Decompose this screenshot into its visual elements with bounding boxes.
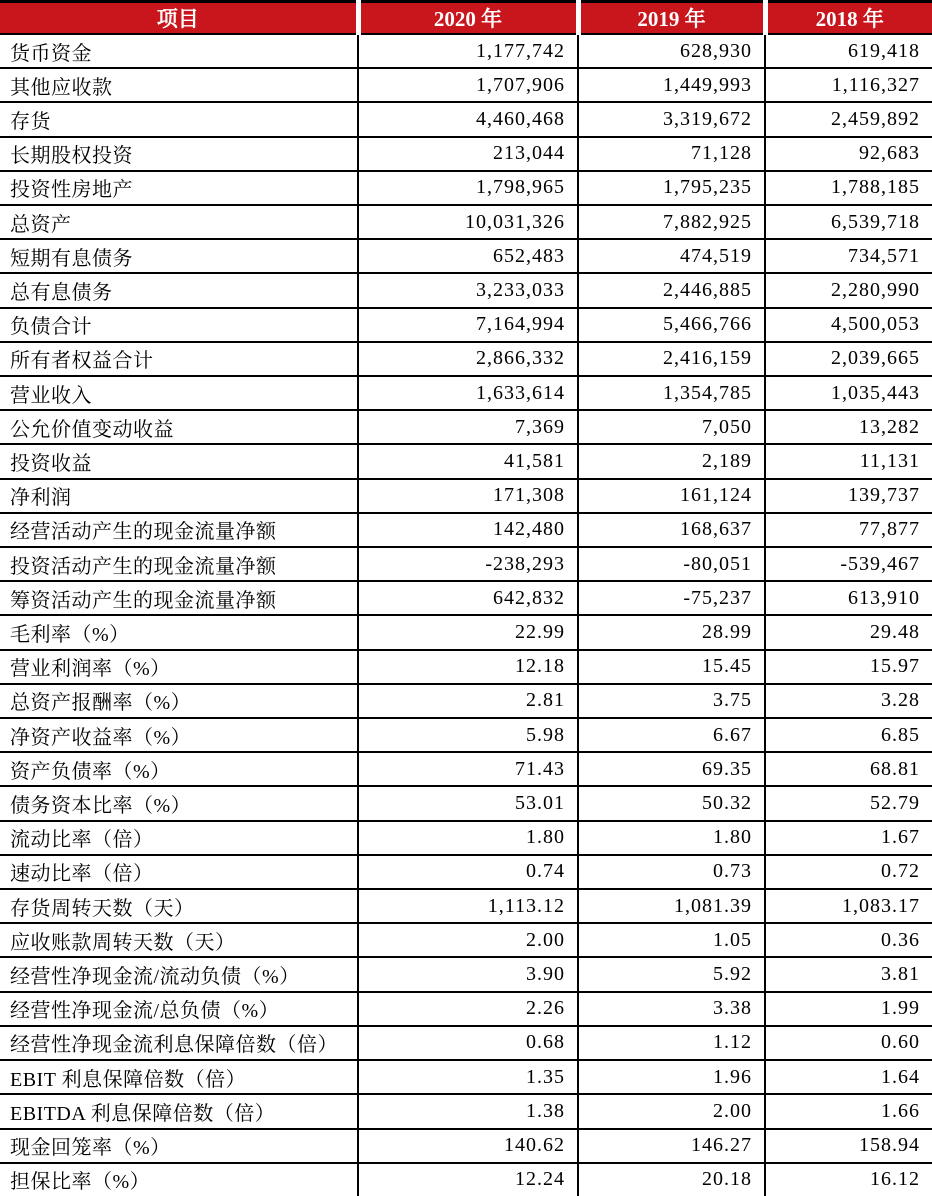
row-label: 经营性净现金流利息保障倍数（倍） (0, 1026, 358, 1060)
table-row (0, 308, 932, 342)
value-2020: 642,832 (358, 581, 578, 615)
row-label: EBITDA 利息保障倍数（倍） (0, 1094, 358, 1128)
table-row (0, 581, 932, 615)
table-row (0, 239, 932, 273)
table-row (0, 1163, 932, 1196)
value-2018: -539,467 (765, 547, 932, 581)
table-row (0, 821, 932, 855)
row-label: 所有者权益合计 (0, 342, 358, 376)
table-row (0, 992, 932, 1026)
value-2019: 2.00 (578, 1094, 765, 1128)
table-row (0, 342, 932, 376)
value-2020: 1,633,614 (358, 376, 578, 410)
row-label: 总有息债务 (0, 273, 358, 307)
value-2020: -238,293 (358, 547, 578, 581)
row-label: 速动比率（倍） (0, 855, 358, 889)
value-2019: 1,081.39 (578, 889, 765, 923)
value-2019: 20.18 (578, 1163, 765, 1196)
value-2020: 10,031,326 (358, 205, 578, 239)
value-2020: 3,233,033 (358, 273, 578, 307)
row-label: 净利润 (0, 479, 358, 513)
row-label: 投资活动产生的现金流量净额 (0, 547, 358, 581)
value-2018: 0.36 (765, 923, 932, 957)
table-row (0, 410, 932, 444)
value-2018: 11,131 (765, 444, 932, 478)
row-label: 营业收入 (0, 376, 358, 410)
value-2018: 13,282 (765, 410, 932, 444)
value-2019: -80,051 (578, 547, 765, 581)
value-2019: 3,319,672 (578, 102, 765, 136)
value-2018: 2,280,990 (765, 273, 932, 307)
row-label: 筹资活动产生的现金流量净额 (0, 581, 358, 615)
value-2018: 1.67 (765, 821, 932, 855)
value-2020: 41,581 (358, 444, 578, 478)
value-2018: 1,083.17 (765, 889, 932, 923)
row-label: 存货周转天数（天） (0, 889, 358, 923)
table-row (0, 650, 932, 684)
table-row (0, 1060, 932, 1094)
value-2018: 1.64 (765, 1060, 932, 1094)
value-2018: 68.81 (765, 752, 932, 786)
table-row (0, 513, 932, 547)
value-2020: 171,308 (358, 479, 578, 513)
value-2019: 6.67 (578, 718, 765, 752)
value-2018: 1,035,443 (765, 376, 932, 410)
value-2020: 0.68 (358, 1026, 578, 1060)
value-2018: 3.28 (765, 684, 932, 718)
table-row (0, 957, 932, 991)
header-item-column: 项目 (0, 2, 358, 35)
value-2020: 12.24 (358, 1163, 578, 1196)
value-2020: 53.01 (358, 786, 578, 820)
value-2020: 4,460,468 (358, 102, 578, 136)
value-2020: 2.00 (358, 923, 578, 957)
value-2019: 1,354,785 (578, 376, 765, 410)
row-label: 现金回笼率（%） (0, 1129, 358, 1163)
value-2019: 7,050 (578, 410, 765, 444)
value-2020: 1.38 (358, 1094, 578, 1128)
value-2018: 734,571 (765, 239, 932, 273)
row-label: 其他应收款 (0, 68, 358, 102)
row-label: 长期股权投资 (0, 137, 358, 171)
value-2019: 15.45 (578, 650, 765, 684)
value-2020: 3.90 (358, 957, 578, 991)
value-2019: 628,930 (578, 34, 765, 68)
row-label: 债务资本比率（%） (0, 786, 358, 820)
table-row (0, 1026, 932, 1060)
row-label: 毛利率（%） (0, 615, 358, 649)
table-row (0, 273, 932, 307)
value-2019: 1.05 (578, 923, 765, 957)
value-2020: 1.35 (358, 1060, 578, 1094)
table-row (0, 547, 932, 581)
row-label: 净资产收益率（%） (0, 718, 358, 752)
row-label: 公允价值变动收益 (0, 410, 358, 444)
value-2019: 1,449,993 (578, 68, 765, 102)
value-2019: 146.27 (578, 1129, 765, 1163)
value-2018: 0.60 (765, 1026, 932, 1060)
row-label: 存货 (0, 102, 358, 136)
value-2019: -75,237 (578, 581, 765, 615)
table-row (0, 34, 932, 68)
value-2019: 69.35 (578, 752, 765, 786)
table-row (0, 889, 932, 923)
value-2018: 6,539,718 (765, 205, 932, 239)
row-label: 流动比率（倍） (0, 821, 358, 855)
value-2020: 213,044 (358, 137, 578, 171)
value-2019: 1.96 (578, 1060, 765, 1094)
row-label: 负债合计 (0, 308, 358, 342)
row-label: 经营性净现金流/总负债（%） (0, 992, 358, 1026)
value-2020: 7,164,994 (358, 308, 578, 342)
value-2020: 1,113.12 (358, 889, 578, 923)
table-row (0, 137, 932, 171)
table-row (0, 855, 932, 889)
value-2018: 2,459,892 (765, 102, 932, 136)
value-2019: 28.99 (578, 615, 765, 649)
row-label: 货币资金 (0, 34, 358, 68)
value-2019: 50.32 (578, 786, 765, 820)
table-row (0, 479, 932, 513)
table-row (0, 752, 932, 786)
value-2019: 2,416,159 (578, 342, 765, 376)
value-2019: 5.92 (578, 957, 765, 991)
value-2018: 1,788,185 (765, 171, 932, 205)
row-label: 应收账款周转天数（天） (0, 923, 358, 957)
value-2020: 12.18 (358, 650, 578, 684)
value-2018: 52.79 (765, 786, 932, 820)
table-row (0, 684, 932, 718)
value-2019: 3.75 (578, 684, 765, 718)
value-2019: 2,189 (578, 444, 765, 478)
value-2020: 1,177,742 (358, 34, 578, 68)
value-2018: 619,418 (765, 34, 932, 68)
value-2019: 0.73 (578, 855, 765, 889)
value-2018: 15.97 (765, 650, 932, 684)
row-label: 经营活动产生的现金流量净额 (0, 513, 358, 547)
header-year-2020: 2020 年 (358, 2, 578, 35)
value-2020: 22.99 (358, 615, 578, 649)
table-row (0, 376, 932, 410)
value-2018: 16.12 (765, 1163, 932, 1196)
row-label: 总资产 (0, 205, 358, 239)
value-2019: 71,128 (578, 137, 765, 171)
row-label: 担保比率（%） (10, 1171, 151, 1194)
value-2020: 2.81 (358, 684, 578, 718)
value-2019: 1.80 (578, 821, 765, 855)
value-2020: 1.80 (358, 821, 578, 855)
value-2020: 142,480 (358, 513, 578, 547)
value-2020: 0.74 (358, 855, 578, 889)
header-year-2018: 2018 年 (765, 2, 932, 35)
value-2018: 2,039,665 (765, 342, 932, 376)
value-2019: 168,637 (578, 513, 765, 547)
row-label: 总资产报酬率（%） (0, 684, 358, 718)
value-2020: 1,707,906 (358, 68, 578, 102)
table-row (0, 718, 932, 752)
value-2018: 6.85 (765, 718, 932, 752)
table-body (0, 34, 932, 1196)
row-label: 经营性净现金流/流动负债（%） (0, 957, 358, 991)
row-label: EBIT 利息保障倍数（倍） (0, 1060, 358, 1094)
table-row (0, 1129, 932, 1163)
table-row (0, 205, 932, 239)
table-row (0, 923, 932, 957)
value-2020: 71.43 (358, 752, 578, 786)
value-2019: 1,795,235 (578, 171, 765, 205)
value-2019: 161,124 (578, 479, 765, 513)
value-2020: 652,483 (358, 239, 578, 273)
table-row (0, 102, 932, 136)
row-label: 投资性房地产 (0, 171, 358, 205)
row-label: 营业利润率（%） (0, 650, 358, 684)
table-row (0, 68, 932, 102)
value-2020: 2.26 (358, 992, 578, 1026)
value-2019: 7,882,925 (578, 205, 765, 239)
table-row (0, 444, 932, 478)
value-2019: 3.38 (578, 992, 765, 1026)
table-row (0, 615, 932, 649)
value-2019: 1.12 (578, 1026, 765, 1060)
value-2018: 1.66 (765, 1094, 932, 1128)
value-2018: 613,910 (765, 581, 932, 615)
value-2018: 139,737 (765, 479, 932, 513)
value-2020: 1,798,965 (358, 171, 578, 205)
table-row (0, 1094, 932, 1128)
row-label: 资产负债率（%） (0, 752, 358, 786)
value-2018: 0.72 (765, 855, 932, 889)
value-2020: 5.98 (358, 718, 578, 752)
value-2018: 3.81 (765, 957, 932, 991)
header-row (0, 2, 932, 35)
row-label: 投资收益 (0, 444, 358, 478)
value-2018: 92,683 (765, 137, 932, 171)
header-year-2019: 2019 年 (578, 2, 765, 35)
value-2019: 2,446,885 (578, 273, 765, 307)
value-2018: 158.94 (765, 1129, 932, 1163)
value-2018: 4,500,053 (765, 308, 932, 342)
value-2020: 140.62 (358, 1129, 578, 1163)
table-row (0, 786, 932, 820)
row-label: 短期有息债务 (0, 239, 358, 273)
value-2020: 2,866,332 (358, 342, 578, 376)
value-2018: 1,116,327 (765, 68, 932, 102)
value-2019: 5,466,766 (578, 308, 765, 342)
value-2020: 7,369 (358, 410, 578, 444)
value-2018: 77,877 (765, 513, 932, 547)
table-row (0, 171, 932, 205)
value-2018: 29.48 (765, 615, 932, 649)
value-2019: 474,519 (578, 239, 765, 273)
value-2018: 1.99 (765, 992, 932, 1026)
